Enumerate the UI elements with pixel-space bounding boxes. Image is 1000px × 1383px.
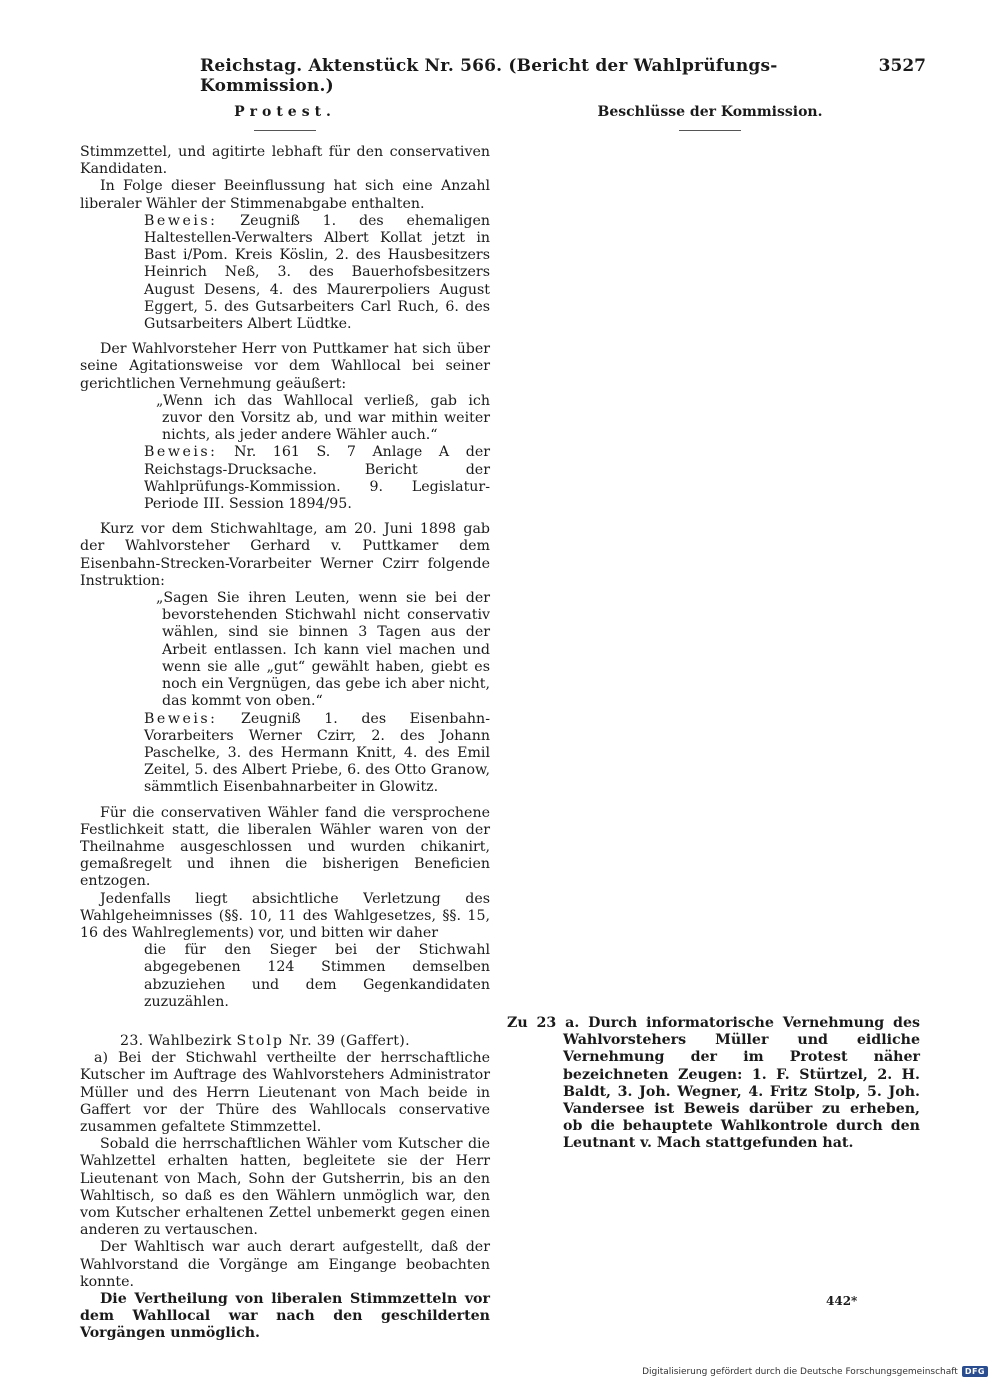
paragraph: Die Vertheilung von liberalen Stimmzetteln vor dem Wahllocal war nach den geschilderten Vorgängen unmöglich. [80,1291,490,1342]
quote: „Sagen Sie ihren Leuten, wenn sie bei der bevorstehenden Stichwahl nicht conservativ wählen, sind sie binnen 3 Tagen aus der Arbeit entlassen. Ich kann viel machen und wenn sie alle „gut“ gewählt haben, giebt es noch ein Vergnügen, das gebe ich aber nicht, das kommt von oben.“ [156,590,490,710]
quote: „Wenn ich das Wahllocal verließ, gab ich zuvor den Vorsitz ab, und war mithin weiter nichts, als jeder andere Wähler auch.“ [156,392,490,444]
header-title: Reichstag. Aktenstück Nr. 566. (Bericht der Wahlprüfungs-Kommission.) [200,56,778,96]
protest-column [80,144,490,1343]
heading-rule [679,130,741,131]
signature-mark: 442* [826,1294,858,1308]
dfg-logo-icon: DFG [962,1366,988,1377]
paragraph: Der Wahltisch war auch derart aufgestellt, daß der Wahlvorstand die Vorgänge am Eingange beobachten konnte. [80,1239,490,1290]
paragraph: Sobald die herrschaftlichen Wähler vom Kutscher die Wahlzettel erhalten hatten, begleitete sie der Herr Lieutenant von Mach, Sohn der Gutsherrin, bis an den Wahltisch, so daß es den Wählern unmöglich war, den vom Kutscher erhaltenen Zettel unbemerkt gegen einen anderen zu vertauschen. [80,1136,490,1239]
commission-heading: Beschlüsse der Kommission. [560,104,860,131]
heading-rule [254,130,316,131]
paragraph: Jedenfalls liegt absichtliche Verletzung des Wahlgeheimnisses (§§. 10, 11 des Wahlgesetzes, §§. 15, 16 des Wahlreglements) vor, und bitten wir daher [80,890,490,941]
footer [642,1366,988,1377]
commission-column [507,1015,920,1153]
evidence-block [144,711,490,797]
evidence-text: Nr. 161 S. 7 Anlage A der Reichstags-Drucksache. Bericht der Wahlprüfungs-Kommission. 9. Legislatur-Periode III. Session 1894/95. [144,444,490,513]
paragraph: In Folge dieser Beeinflussung hat sich eine Anzahl liberaler Wähler der Stimmenabgabe enthalten. [80,178,490,212]
paragraph: Der Wahlvorsteher Herr von Puttkamer hat sich über seine Agitationsweise vor dem Wahllocal bei seiner gerichtlichen Vernehmung geäußert: [80,341,490,392]
claim: die für den Sieger bei der Stichwahl abgegebenen 124 Stimmen demselben abzuziehen und dem Gegenkandidaten zuzuzählen. [144,942,490,1010]
evidence-text: Zeugniß 1. des ehemaligen Haltestellen-Verwalters Albert Kollat jetzt in Bast i/Pom. Kreis Köslin, 2. des Hausbesitzers Heinrich Neß, 3. des Bauerhofsbesitzers August Desens, 4. des Maurerpoliers August Eggert, 5. des Gutsarbeiters Carl Ruch, 6. des Gutsarbeiters Albert Lüdtke. [144,212,491,333]
footer-text: Digitalisierung gefördert durch die Deutsche Forschungsgemeinschaft [642,1366,958,1377]
section-title: 23. Wahlbezirk Stolp Nr. 39 (Gaffert). [120,1032,410,1049]
evidence-label: Beweis: [144,212,218,229]
page-number: 3527 [878,56,926,76]
evidence-block [144,213,490,333]
resolution: Zu 23 a. Durch informatorische Vernehmung des Wahlvorstehers Müller und eidliche Vernehmung der im Protest näher bezeichneten Zeugen: 1. F. Stürtzel, 2. H. Baldt, 3. Joh. Wegner, 4. Fritz Stolp, 5. Joh. Vandersee ist Beweis darüber zu erheben, ob die behauptete Wahlkontrole durch den Leutnant v. Mach stattgefunden hat. [507,1015,920,1152]
evidence-label: Beweis: [144,710,218,727]
protest-heading: Protest. [80,104,490,131]
evidence-block [144,444,490,513]
page-header [200,56,926,96]
paragraph: a) Bei der Stichwahl vertheilte der herrschaftliche Kutscher im Auftrage des Wahlvorstehers Administrator Müller und des Herrn Lieutenant von Mach beide in Gaffert vor der Thüre des Wahllocals conservative zusammen gefaltete Stimmzettel. [80,1050,490,1135]
paragraph: Stimmzettel, und agitirte lebhaft für den conservativen Kandidaten. [80,144,490,178]
paragraph: Kurz vor dem Stichwahltage, am 20. Juni 1898 gab der Wahlvorsteher Gerhard v. Puttkamer dem Eisenbahn-Strecken-Vorarbeiter Werner Czirr folgende Instruktion: [80,521,490,589]
evidence-text: Zeugniß 1. des Eisenbahn-Vorarbeiters Werner Czirr, 2. des Johann Paschelke, 3. des Hermann Knitt, 4. des Emil Zeitel, 5. des Albert Priebe, 6. des Otto Granow, sämmtlich Eisenbahnarbeiter in Glowitz. [144,710,490,796]
evidence-label: Beweis: [144,444,218,461]
paragraph: Für die conservativen Wähler fand die versprochene Festlichkeit statt, die liberalen Wähler waren von der Theilnahme ausgeschlossen und wurden chikanirt, gemaßregelt und ihnen die bisherigen Beneficien entzogen. [80,804,490,890]
